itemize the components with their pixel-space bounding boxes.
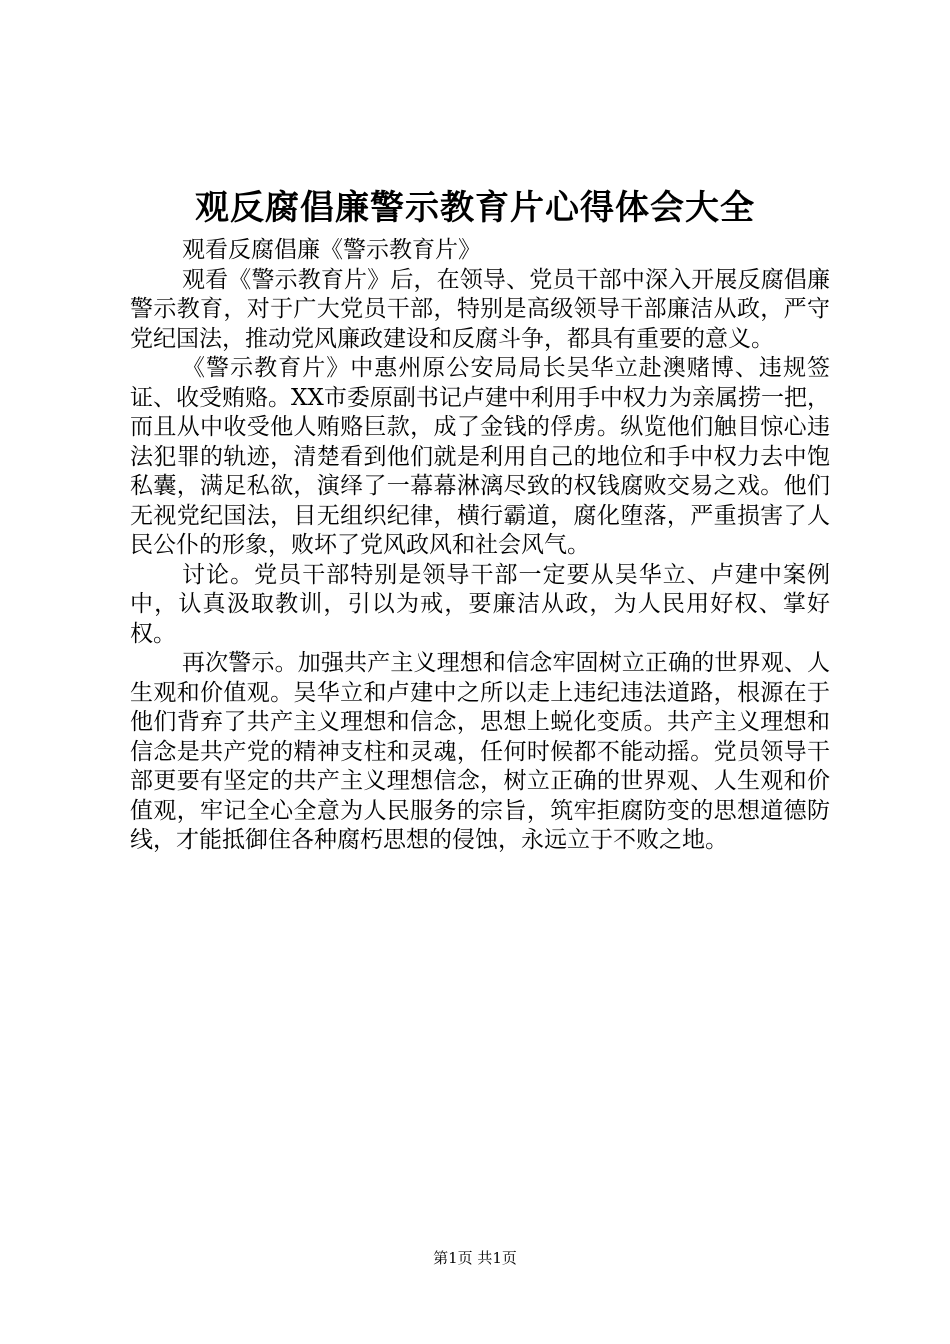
paragraph-intro: 观看《警示教育片》后，在领导、党员干部中深入开展反腐倡廉警示教育，对于广大党员干部，特别是高级领导干部廉洁从政，严守党纪国法，推动党风廉政建设和反腐斗争，都具有重要的意义。 [130, 266, 830, 352]
document-body [130, 236, 830, 856]
paragraph-cases: 《警示教育片》中惠州原公安局局长吴华立赴澳赌博、违规签证、收受贿赂。XX市委原副书记卢建中利用手中权力为亲属捞一把，而且从中收受他人贿赂巨款，成了金钱的俘虏。纵览他们触目惊心违法犯罪的轨迹，清楚看到他们就是利用自己的地位和手中权力去中饱私囊，满足私欲，演绎了一幕幕淋漓尽致的权钱腐败交易之戏。他们无视党纪国法，目无组织纪律，横行霸道，腐化堕落，严重损害了人民公仆的形象，败坏了党风政风和社会风气。 [130, 355, 830, 558]
page-footer: 第1页 共1页 [433, 1249, 517, 1267]
document-title: 观反腐倡廉警示教育片心得体会大全 [195, 188, 755, 228]
paragraph-warning: 再次警示。加强共产主义理想和信念牢固树立正确的世界观、人生观和价值观。吴华立和卢建中之所以走上违纪违法道路，根源在于他们背弃了共产主义理想和信念，思想上蜕化变质。共产主义理想和信念是共产党的精神支柱和灵魂，任何时候都不能动摇。党员领导干部更要有坚定的共产主义理想信念，树立正确的世界观、人生观和价值观，牢记全心全意为人民服务的宗旨，筑牢拒腐防变的思想道德防线，才能抵御住各种腐朽思想的侵蚀，永远立于不败之地。 [130, 650, 830, 853]
paragraph-subtitle: 观看反腐倡廉《警示教育片》 [182, 237, 481, 263]
paragraph-discussion: 讨论。党员干部特别是领导干部一定要从吴华立、卢建中案例中，认真汲取教训，引以为戒，要廉洁从政，为人民用好权、掌好权。 [130, 561, 830, 647]
